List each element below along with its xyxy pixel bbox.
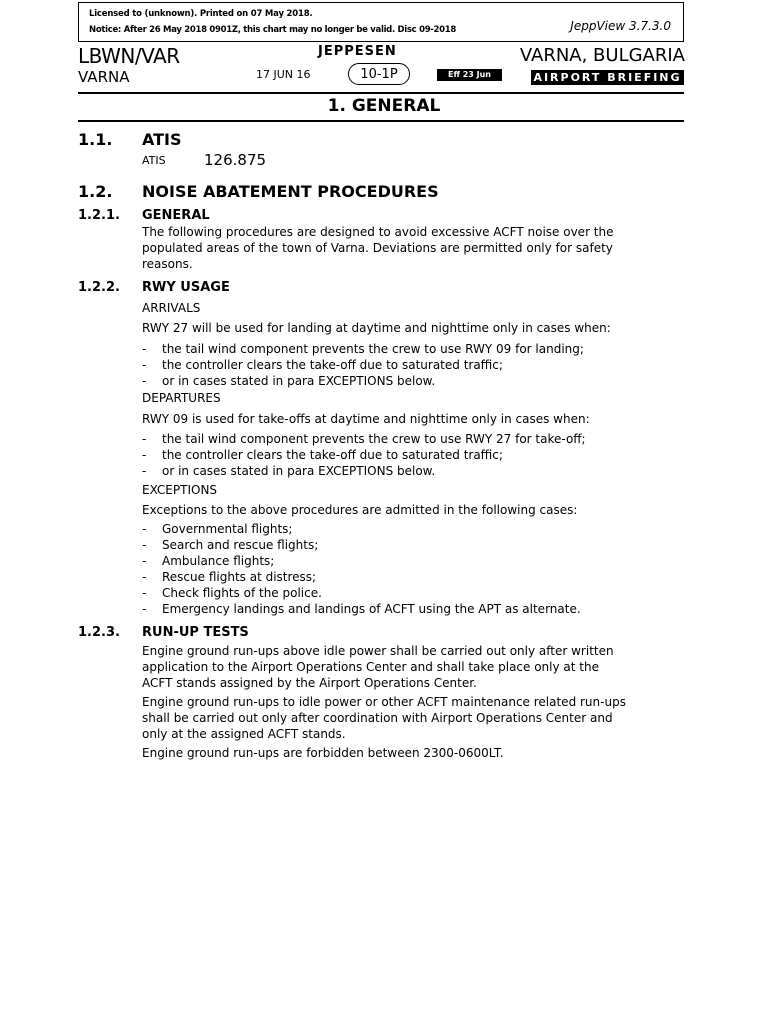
license-line: Licensed to (unknown). Printed on 07 May 2018. bbox=[89, 9, 313, 19]
arrivals-intro: RWY 27 will be used for landing at daytime and nighttime only in cases when: bbox=[142, 321, 611, 335]
list-item: - or in cases stated in para EXCEPTIONS below. bbox=[142, 464, 436, 478]
paragraph-line: ACFT stands assigned by the Airport Operations Center. bbox=[142, 676, 477, 690]
effective-date-badge: Eff 23 Jun bbox=[437, 69, 502, 81]
chart-type-badge: AIRPORT BRIEFING bbox=[531, 70, 684, 85]
section-number: 1.1. bbox=[78, 130, 113, 149]
departures-label: DEPARTURES bbox=[142, 391, 221, 405]
validity-notice: Notice: After 26 May 2018 0901Z, this chart may no longer be valid. Disc 09-2018 bbox=[89, 25, 456, 35]
airport-city: VARNA bbox=[78, 68, 130, 86]
atis-label: ATIS bbox=[142, 154, 166, 167]
chart-number: 10-1P bbox=[348, 63, 410, 85]
paragraph-line: Engine ground run-ups above idle power shall be carried out only after written bbox=[142, 644, 614, 658]
header-divider bbox=[78, 92, 684, 94]
departures-intro: RWY 09 is used for take-offs at daytime and nighttime only in cases when: bbox=[142, 412, 590, 426]
subsection-heading-general: GENERAL bbox=[142, 208, 210, 223]
software-version: JeppView 3.7.3.0 bbox=[570, 19, 671, 33]
paragraph-line: application to the Airport Operations Center and shall take place only at the bbox=[142, 660, 599, 674]
subsection-number: 1.2.2. bbox=[78, 280, 120, 295]
jeppesen-logo: JEPPESEN bbox=[318, 44, 397, 59]
list-item: - the tail wind component prevents the crew to use RWY 27 for take-off; bbox=[142, 432, 586, 446]
paragraph-line: only at the assigned ACFT stands. bbox=[142, 727, 346, 741]
list-item: - Check flights of the police. bbox=[142, 586, 322, 600]
list-item: - Rescue flights at distress; bbox=[142, 570, 317, 584]
title-divider bbox=[78, 120, 684, 122]
list-item: - Emergency landings and landings of ACFT using the APT as alternate. bbox=[142, 602, 581, 616]
list-item: - Search and rescue flights; bbox=[142, 538, 319, 552]
section-title: 1. GENERAL bbox=[327, 96, 441, 116]
list-item: - the controller clears the take-off due to saturated traffic; bbox=[142, 448, 503, 462]
exceptions-label: EXCEPTIONS bbox=[142, 483, 218, 497]
airport-identifier: LBWN/VAR bbox=[78, 44, 180, 68]
license-box bbox=[78, 2, 684, 42]
paragraph-line: shall be carried out only after coordination with Airport Operations Center and bbox=[142, 711, 613, 725]
section-number: 1.2. bbox=[78, 182, 113, 201]
atis-frequency: 126.875 bbox=[204, 151, 267, 169]
subsection-heading-rwy-usage: RWY USAGE bbox=[142, 280, 230, 295]
list-item: - the tail wind component prevents the crew to use RWY 09 for landing; bbox=[142, 342, 584, 356]
section-heading-atis: ATIS bbox=[142, 130, 182, 149]
paragraph-line: populated areas of the town of Varna. Deviations are permitted only for safety bbox=[142, 241, 613, 255]
arrivals-label: ARRIVALS bbox=[142, 301, 201, 315]
list-item: - Ambulance flights; bbox=[142, 554, 275, 568]
list-item: - or in cases stated in para EXCEPTIONS below. bbox=[142, 374, 436, 388]
airport-location: VARNA, BULGARIA bbox=[519, 45, 685, 66]
list-item: - the controller clears the take-off due to saturated traffic; bbox=[142, 358, 503, 372]
paragraph-line: Engine ground run-ups to idle power or other ACFT maintenance related run-ups bbox=[142, 695, 626, 709]
subsection-number: 1.2.1. bbox=[78, 208, 120, 223]
list-item: - Governmental flights; bbox=[142, 522, 293, 536]
section-heading-noise: NOISE ABATEMENT PROCEDURES bbox=[142, 182, 439, 201]
paragraph-line: reasons. bbox=[142, 257, 193, 271]
exceptions-intro: Exceptions to the above procedures are admitted in the following cases: bbox=[142, 503, 578, 517]
paragraph-line: Engine ground run-ups are forbidden between 2300-0600LT. bbox=[142, 746, 504, 760]
subsection-number: 1.2.3. bbox=[78, 625, 120, 640]
paragraph-line: The following procedures are designed to avoid excessive ACFT noise over the bbox=[142, 225, 614, 239]
subsection-heading-run-up: RUN-UP TESTS bbox=[142, 625, 249, 640]
chart-date: 17 JUN 16 bbox=[256, 68, 311, 81]
